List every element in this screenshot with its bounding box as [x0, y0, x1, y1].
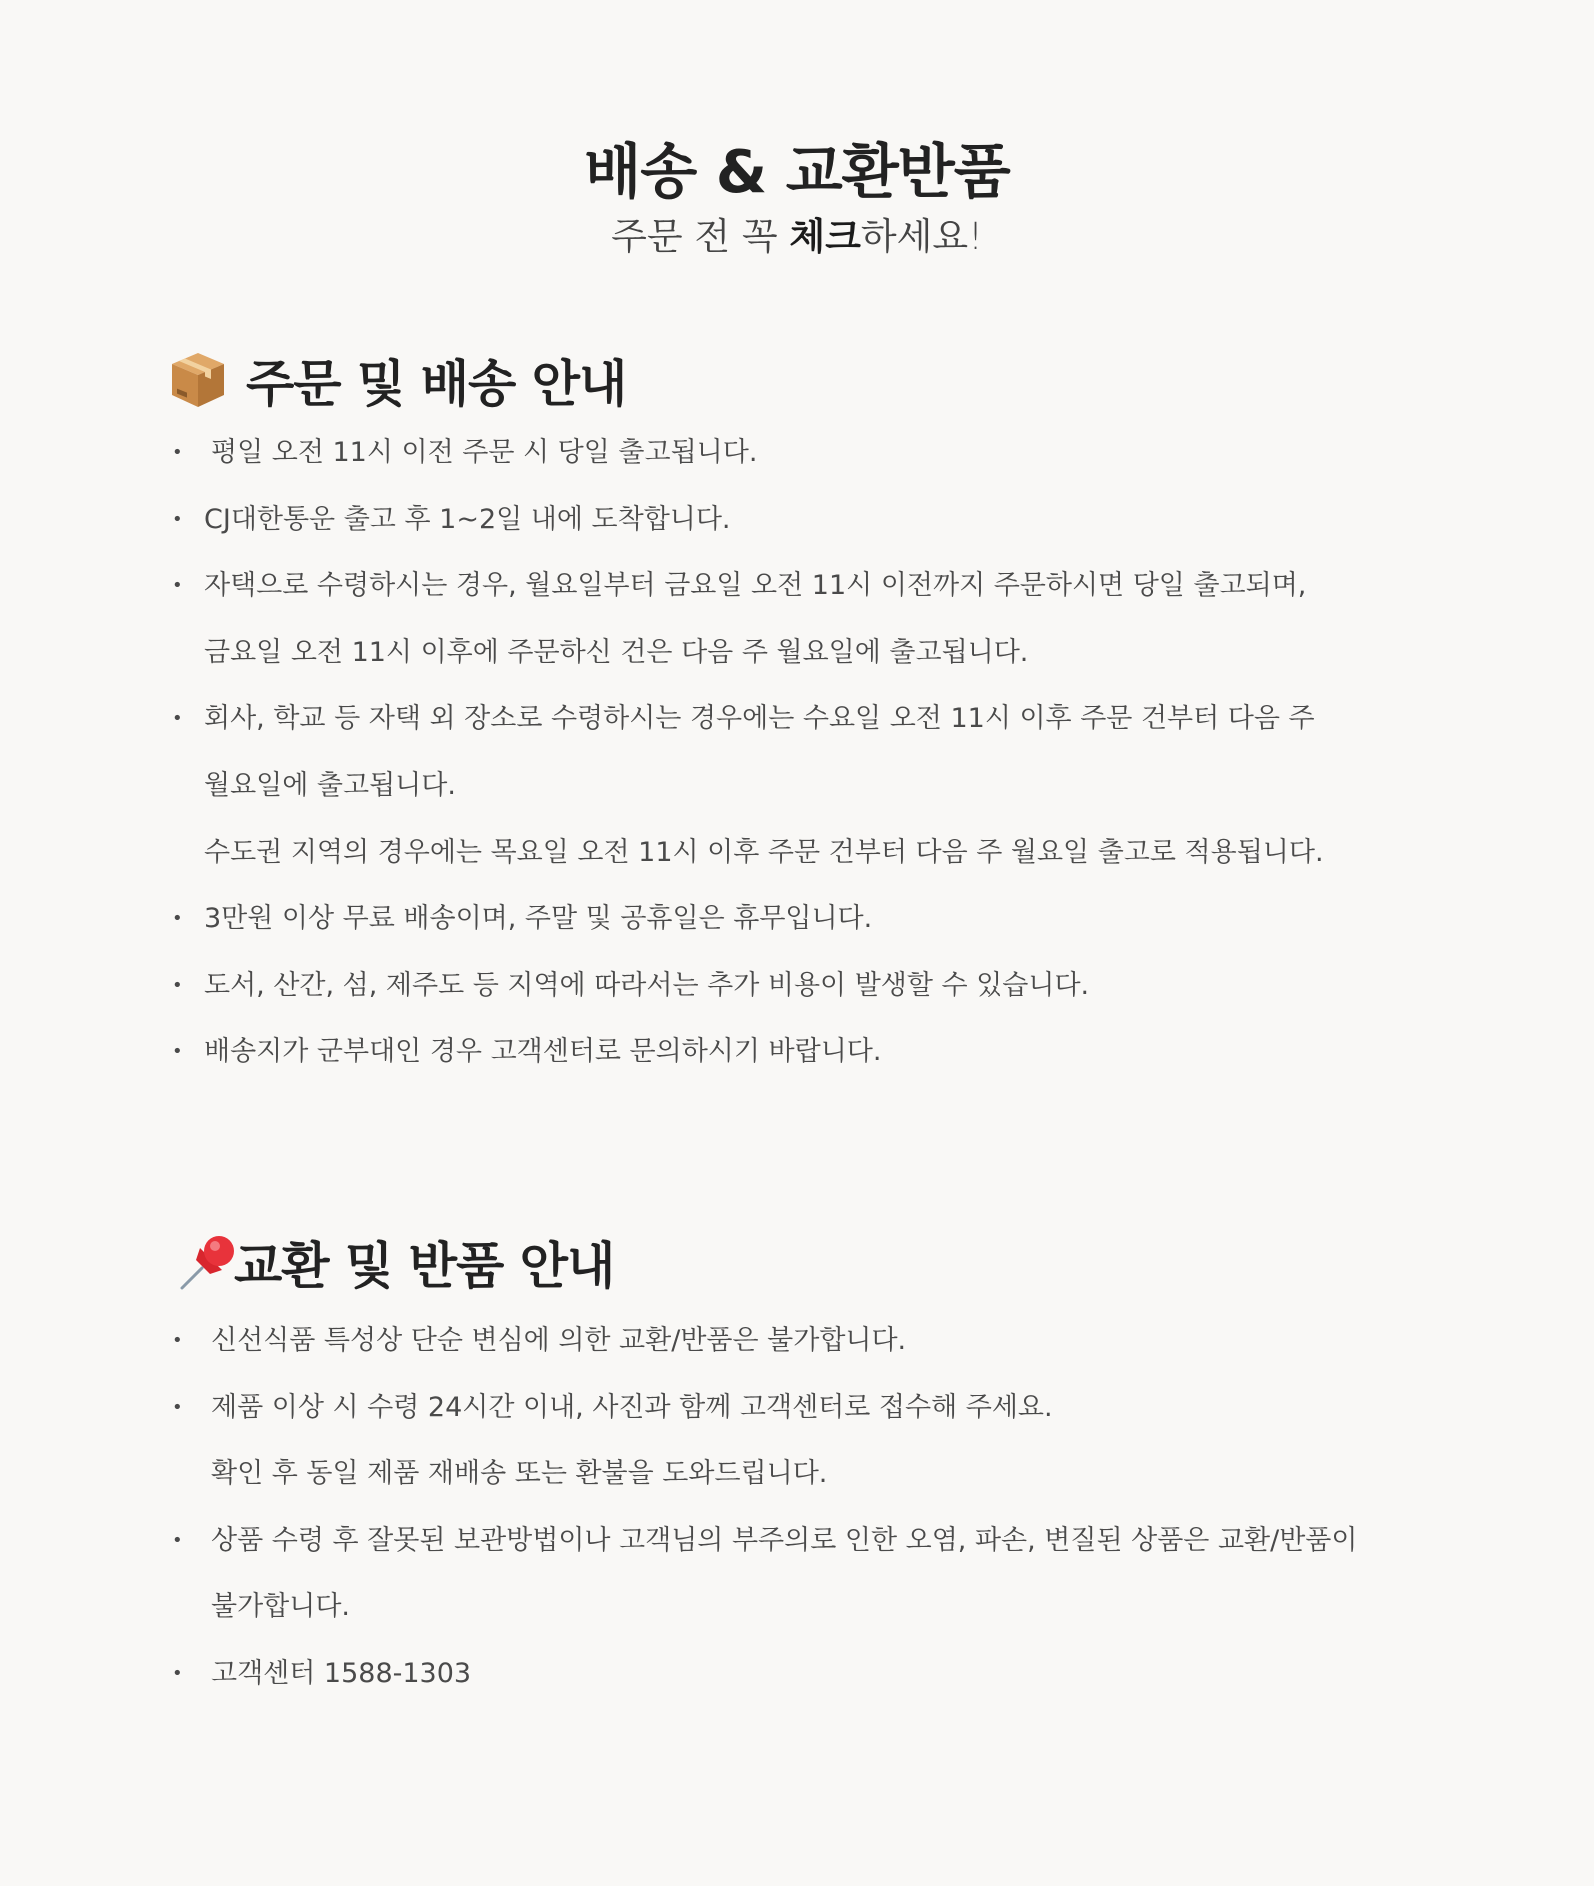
bullet: •: [172, 1662, 183, 1684]
bullet: •: [172, 1529, 183, 1551]
list-item-text: 확인 후 동일 제품 재배송 또는 환불을 도와드립니다.: [211, 1458, 828, 1490]
list-item: [168, 1375, 1418, 1508]
list-item: [168, 686, 1418, 886]
list-item-text: 월요일에 출고됩니다.: [204, 769, 456, 801]
bullet: •: [172, 908, 183, 930]
list-item-text: 도서, 산간, 섬, 제주도 등 지역에 따라서는 추가 비용이 발생할 수 있습니다.: [204, 969, 1090, 1001]
list-item: [168, 886, 1418, 953]
list-item-text: 자택으로 수령하시는 경우, 월요일부터 금요일 오전 11시 이전까지 주문하시면 당일 출고되며,: [204, 570, 1307, 602]
bullet: •: [172, 1041, 183, 1063]
list-item-text: 평일 오전 11시 이전 주문 시 당일 출고됩니다.: [211, 437, 758, 468]
list-item-text: 금요일 오전 11시 이후에 주문하신 건은 다음 주 월요일에 출고됩니다.: [204, 636, 1029, 668]
page-header: [0, 132, 1594, 262]
bullet: •: [172, 1330, 183, 1351]
list-item: [168, 1308, 1418, 1375]
pushpin-icon: [176, 1230, 240, 1294]
subtitle-emphasis: 체크: [789, 215, 861, 258]
list-item: [168, 420, 1418, 487]
bullet: •: [172, 442, 183, 463]
list-item-text: 신선식품 특성상 단순 변심에 의한 교환/반품은 불가합니다.: [211, 1325, 907, 1356]
list-item: [168, 1641, 1418, 1708]
order-section-title: 주문 및 배송 안내: [246, 355, 627, 413]
list-item: [168, 1508, 1418, 1641]
order-info-list: [168, 420, 1418, 1086]
list-item: [168, 553, 1418, 686]
exchange-info-list: [168, 1308, 1418, 1708]
list-item-text: 고객센터 1588-1303: [211, 1657, 472, 1689]
subtitle-suffix: 하세요!: [860, 215, 983, 258]
exchange-section-title: 교환 및 반품 안내: [234, 1237, 615, 1295]
bullet: •: [172, 708, 183, 730]
list-item-text: 3만원 이상 무료 배송이며, 주말 및 공휴일은 휴무입니다.: [204, 903, 873, 935]
list-item-text: CJ대한통운 출고 후 1~2일 내에 도착합니다.: [204, 503, 731, 535]
package-icon: [168, 349, 228, 411]
bullet: •: [172, 974, 183, 996]
list-item-text: 불가합니다.: [211, 1591, 350, 1623]
list-item-text: 배송지가 군부대인 경우 고객센터로 문의하시기 바랍니다.: [204, 1036, 882, 1068]
list-item-text: 수도권 지역의 경우에는 목요일 오전 11시 이후 주문 건부터 다음 주 월요일 출고로 적용됩니다.: [204, 836, 1324, 868]
bullet: •: [172, 575, 183, 597]
list-item: [168, 953, 1418, 1020]
subtitle-prefix: 주문 전 꼭: [611, 215, 790, 258]
list-item-text: 회사, 학교 등 자택 외 장소로 수령하시는 경우에는 수요일 오전 11시 이후 주문 건부터 다음 주: [204, 703, 1315, 735]
bullet: •: [172, 1396, 183, 1418]
list-item-text: 상품 수령 후 잘못된 보관방법이나 고객님의 부주의로 인한 오염, 파손, 변질된 상품은 교환/반품이: [211, 1524, 1358, 1556]
list-item-text: 제품 이상 시 수령 24시간 이내, 사진과 함께 고객센터로 접수해 주세요.: [211, 1391, 1053, 1423]
list-item: [168, 487, 1418, 554]
page-subtitle: [0, 212, 1594, 262]
list-item: [168, 1019, 1418, 1086]
order-shipping-section: [168, 340, 1418, 1086]
bullet: •: [172, 508, 183, 530]
exchange-return-section: [168, 1222, 1418, 1708]
order-section-heading: [168, 340, 1418, 420]
page-title: 배송 & 교환반품: [584, 137, 1010, 206]
exchange-section-heading: [168, 1222, 1418, 1302]
